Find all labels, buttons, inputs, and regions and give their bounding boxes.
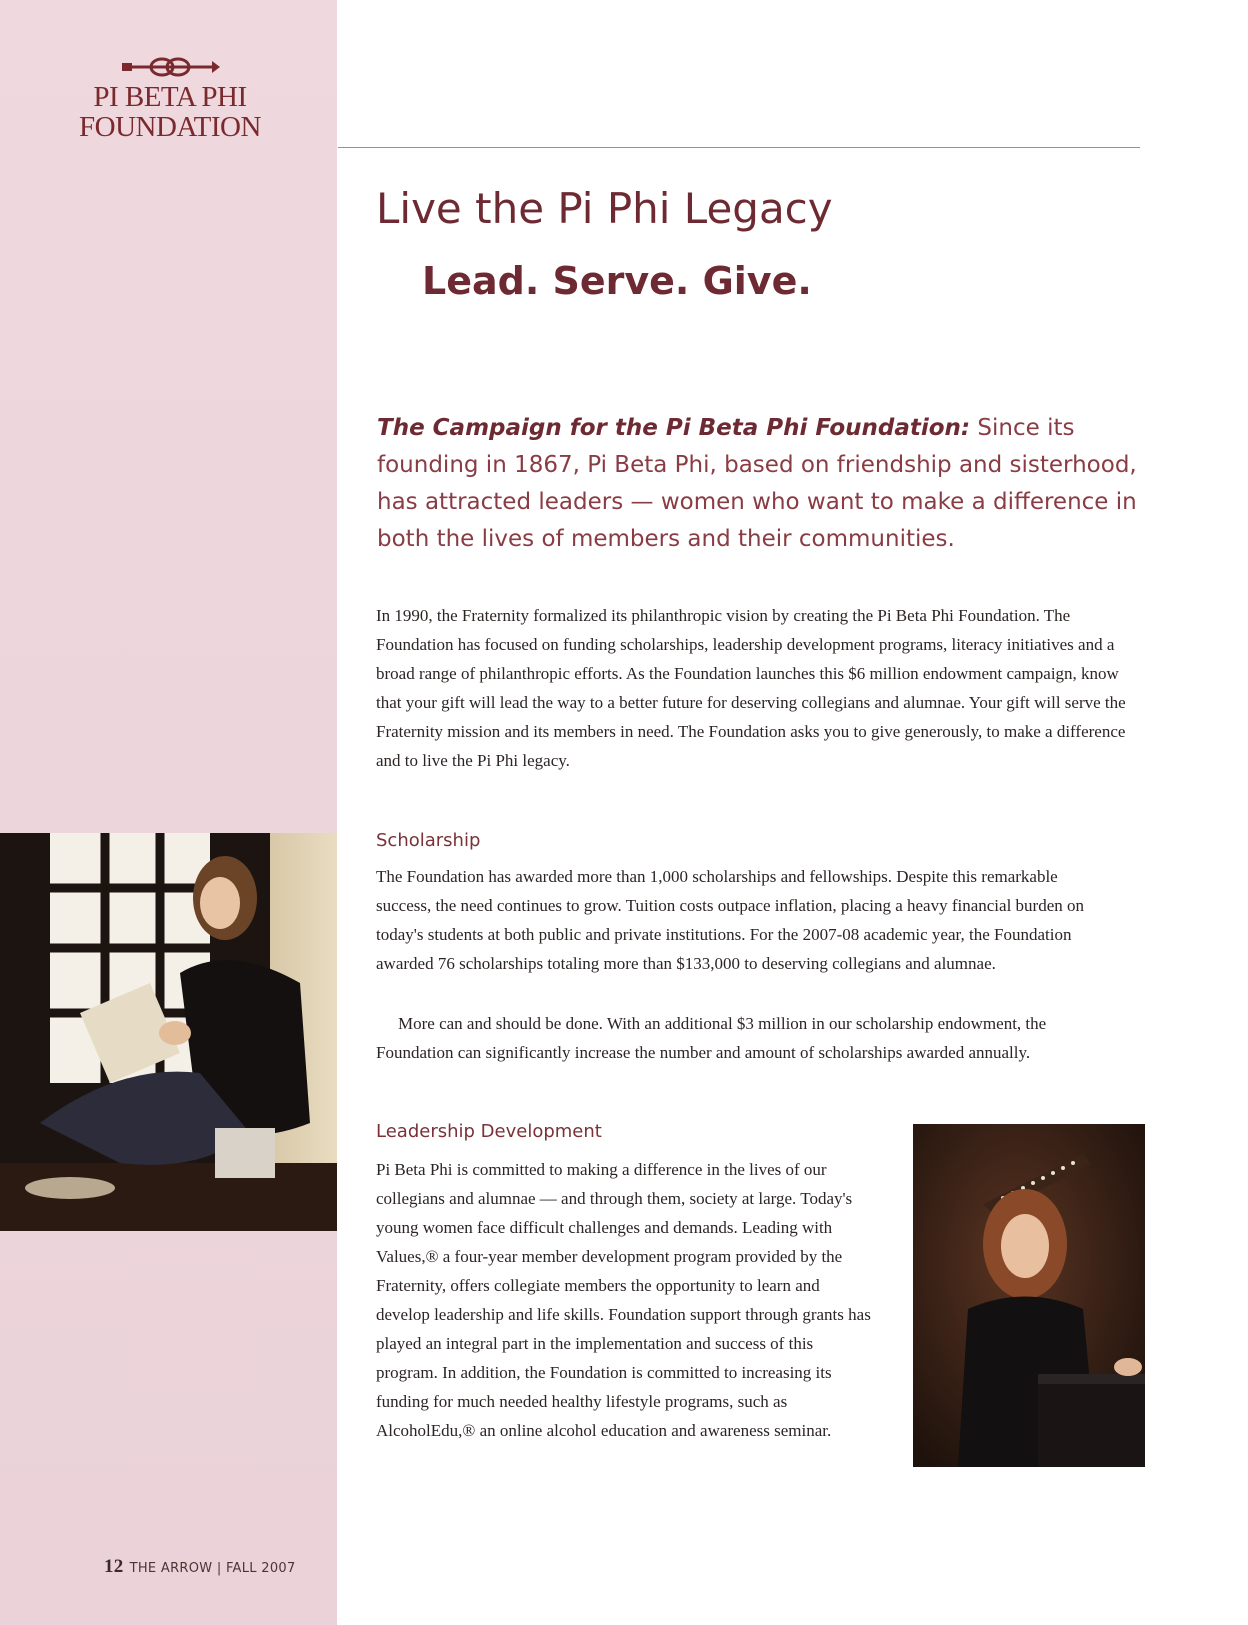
foundation-logo <box>60 56 280 142</box>
sidebar-panel <box>0 0 337 1625</box>
section-heading-scholarship: Scholarship <box>376 830 481 851</box>
page-subtitle: Lead. Serve. Give. <box>422 259 812 303</box>
leadership-paragraph: Pi Beta Phi is committed to making a difference in the lives of our collegians and alumnae — and through them, society at large. Today's young women face difficult challenges and demands. Leading with Values,® a four-year member development program provided by the Fraternity, offers collegiate members the opportunity to learn and develop leadership and life skills. Foundation support through grants has played an integral part in the implementation and success of this program. In addition, the Foundation is committed to increasing its funding for much needed healthy lifestyle programs, such as AlcoholEdu,® an online alcohol education and awareness seminar. <box>376 1160 871 1440</box>
body-paragraph: In 1990, the Fraternity formalized its philanthropic vision by creating the Pi Beta Phi Foundation. The Foundation has focused on funding scholarships, leadership development programs, literacy initiatives and a broad range of philanthropic efforts. As the Foundation launches this $6 million endowment campaign, know that your gift will lead the way to a better future for deserving collegians and alumnae. Your gift will serve the Fraternity mission and its members in need. The Foundation asks you to give generously, to make a difference and to live the Pi Phi legacy. <box>376 606 1126 770</box>
scholarship-paragraph-2: More can and should be done. With an additional $3 million in our scholarship endowment, the Foundation can significantly increase the number and amount of scholarships awarded annually. <box>376 1014 1047 1062</box>
student-reading-photo <box>0 833 337 1231</box>
logo-line-1: PI BETA PHI <box>93 81 247 113</box>
woman-portrait-photo <box>913 1124 1145 1467</box>
arrow-knot-logo-icon <box>120 56 220 78</box>
section-heading-leadership: Leadership Development <box>376 1121 602 1142</box>
intro-paragraph <box>377 410 1137 558</box>
intro-lead: The Campaign for the Pi Beta Phi Foundation: <box>377 415 971 441</box>
header-rule <box>338 147 1140 148</box>
intro-text: Since its founding in 1867, Pi Beta Phi, based on friendship and sisterhood, has attracted leaders — women who want to make a difference in both the lives of members and their communities. <box>377 415 1137 552</box>
logo-line-2: FOUNDATION <box>79 111 261 143</box>
page-number: 12 <box>104 1556 124 1577</box>
publication-name: THE ARROW | FALL 2007 <box>129 1561 296 1576</box>
scholarship-paragraph-1: The Foundation has awarded more than 1,000 scholarships and fellowships. Despite this remarkable success, the need continues to grow. Tuition costs outpace inflation, placing a heavy financial burden on today's students at both public and private institutions. For the 2007-08 academic year, the Foundation awarded 76 scholarships totaling more than $133,000 to deserving collegians and alumnae. <box>376 867 1085 973</box>
page-title: Live the Pi Phi Legacy <box>376 184 833 233</box>
page-footer <box>104 1556 296 1578</box>
